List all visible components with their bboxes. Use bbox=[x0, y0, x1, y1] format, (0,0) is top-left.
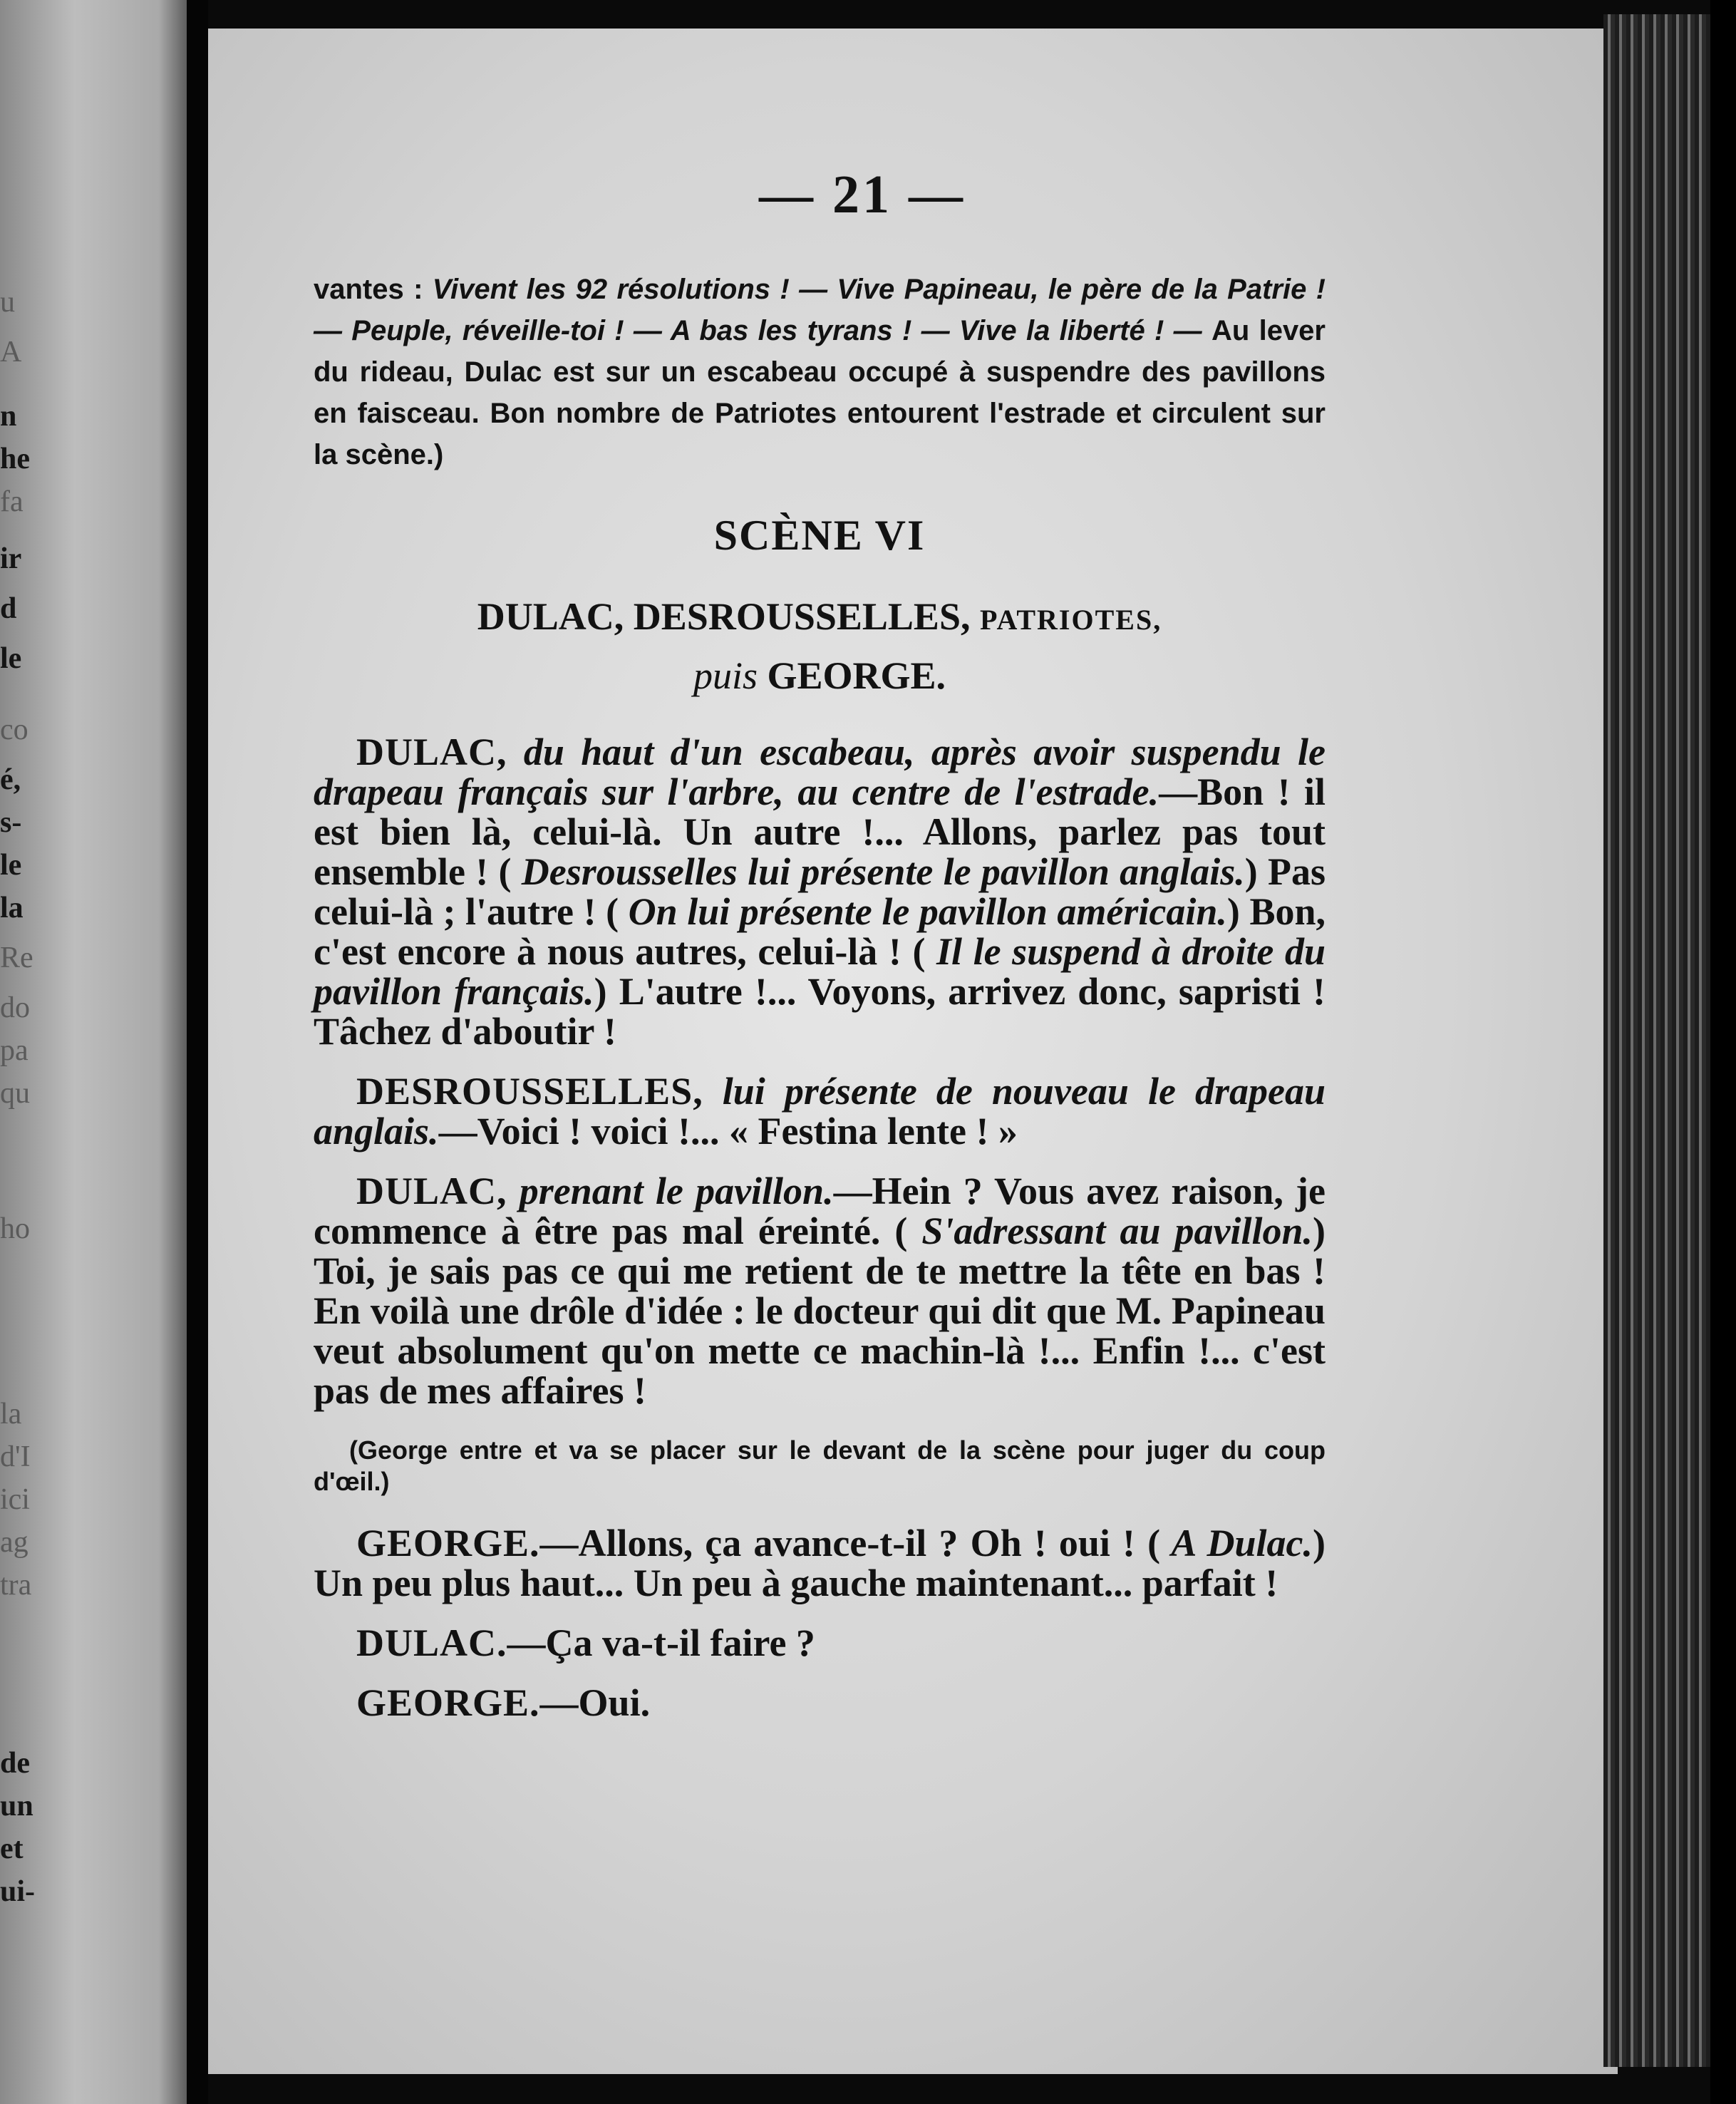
dialogue-text: vantes : bbox=[314, 274, 433, 305]
page-number: — 21 — bbox=[759, 165, 966, 225]
dialogue-text: —Allons, ça avance-t-il ? Oh ! oui ! ( bbox=[539, 1522, 1161, 1564]
scan-border bbox=[1710, 0, 1736, 2104]
left-page-text-fragments bbox=[0, 0, 187, 2104]
italic-direction: S'adressant au pavillon. bbox=[907, 1210, 1313, 1252]
speaker-name: GEORGE. bbox=[356, 1522, 540, 1564]
dialogue-text: —Bon ! il est bien là, celui-là. Un autre !... Allons, parlez pas tout ensemble ! ( bbox=[314, 770, 1326, 893]
dialogue-text: ) L'autre !... Voyons, arrivez donc, sapristi ! Tâchez d'aboutir ! bbox=[314, 970, 1326, 1053]
left-page-fragment: u bbox=[0, 286, 15, 319]
dialogue-text: ) Pas celui-là ; l'autre ! ( bbox=[314, 850, 1326, 933]
speech bbox=[314, 1071, 1326, 1151]
left-page-fragment: fa bbox=[0, 485, 24, 518]
italic-direction: A Dulac. bbox=[1160, 1522, 1313, 1564]
dialogue-text: —Voici ! voici !... « Festina lente ! » bbox=[438, 1110, 1018, 1152]
left-page-fragment: la bbox=[0, 892, 24, 924]
dialogue-section bbox=[314, 732, 1326, 1411]
left-page-fragment: é, bbox=[0, 763, 21, 796]
speaker-name: DULAC. bbox=[356, 1621, 507, 1664]
speaker-name: DULAC, bbox=[356, 731, 507, 773]
left-page-fragment: la bbox=[0, 1398, 22, 1430]
dialogue-text: —Oui. bbox=[539, 1681, 651, 1724]
characters-then: puis bbox=[693, 654, 758, 697]
left-page-fragment: ho bbox=[0, 1212, 30, 1245]
italic-direction: On lui présente le pavillon américain. bbox=[619, 890, 1227, 933]
scene-title: SCÈNE VI bbox=[713, 512, 926, 559]
characters-main: DULAC, DESROUSSELLES, bbox=[477, 595, 971, 638]
page-text-block bbox=[314, 164, 1326, 1743]
italic-direction: Desrousselles lui présente le pavillon anglais. bbox=[511, 850, 1245, 893]
left-page-fragment: he bbox=[0, 443, 30, 475]
left-page-fragment: ag bbox=[0, 1526, 29, 1559]
italic-direction: du haut d'un escabeau, après avoir suspendu le drapeau français sur l'arbre, au centre de l'estrade. bbox=[314, 731, 1326, 813]
left-page-fragment: pa bbox=[0, 1034, 29, 1067]
speech bbox=[314, 1623, 1326, 1663]
left-page-fragment: d bbox=[0, 592, 17, 625]
left-page-fragment: tra bbox=[0, 1569, 32, 1602]
left-page-fragment: do bbox=[0, 991, 30, 1024]
left-page-fragment: et bbox=[0, 1832, 24, 1865]
dialogue-text: —Ça va-t-il faire ? bbox=[507, 1621, 815, 1664]
speech bbox=[314, 1171, 1326, 1411]
dialogue-section-2 bbox=[314, 1523, 1326, 1723]
characters-george: GEORGE. bbox=[767, 654, 946, 697]
italic-direction: Vivent les 92 résolutions ! — Vive Papineau, le père de la Patrie ! — Peuple, réveille-toi ! — A bas les tyrans ! — Vive la liberté ! — bbox=[314, 274, 1326, 346]
left-page-fragment: ici bbox=[0, 1483, 30, 1516]
dialogue-text: ) Un peu plus haut... Un peu à gauche maintenant... parfait ! bbox=[314, 1522, 1326, 1604]
book-gutter bbox=[187, 0, 208, 2104]
character-list bbox=[314, 589, 1326, 703]
speech bbox=[314, 1683, 1326, 1723]
left-page-fragment: ir bbox=[0, 542, 22, 575]
dialogue-text: ) Bon, c'est encore à nous autres, celui-là ! ( bbox=[314, 890, 1326, 973]
italic-direction: Il le suspend à droite du pavillon français. bbox=[314, 930, 1326, 1013]
left-page-fragment: s- bbox=[0, 806, 22, 839]
left-page-fragment: un bbox=[0, 1790, 33, 1822]
opening-stage-direction bbox=[314, 269, 1326, 475]
left-page-fragment: de bbox=[0, 1747, 30, 1780]
speaker-name: DESROUSSELLES, bbox=[356, 1070, 703, 1113]
page-edges bbox=[1603, 14, 1710, 2067]
speaker-name: DULAC, bbox=[356, 1170, 507, 1212]
left-page-fragment: le bbox=[0, 849, 22, 882]
left-page-fragment: qu bbox=[0, 1077, 30, 1110]
dialogue-text: —Hein ? Vous avez raison, je commence à être pas mal éreinté. ( bbox=[314, 1170, 1326, 1252]
stage-direction: (George entre et va se placer sur le devant de la scène pour juger du coup d'œil.) bbox=[314, 1435, 1326, 1496]
left-page-fragment: co bbox=[0, 713, 29, 746]
speaker-name: GEORGE. bbox=[356, 1681, 540, 1724]
italic-direction: lui présente de nouveau le drapeau anglais. bbox=[314, 1070, 1326, 1152]
dialogue-text: ) Toi, je sais pas ce qui me retient de te mettre la tête en bas ! En voilà une drôle d'idée : le docteur qui dit que M. Papineau veut absolument qu'on mette ce machin-là !... Enfin !... c'est pas de mes affaires ! bbox=[314, 1210, 1326, 1412]
left-page-fragment: Re bbox=[0, 942, 33, 974]
left-facing-page bbox=[0, 0, 187, 2104]
italic-direction: prenant le pavillon. bbox=[507, 1170, 834, 1212]
left-page-fragment: n bbox=[0, 400, 17, 433]
left-page-fragment: le bbox=[0, 642, 22, 675]
speech bbox=[314, 1523, 1326, 1603]
dialogue-text: Au lever du rideau, Dulac est sur un escabeau occupé à suspendre des pavillons en faisceau. Bon nombre de Patriotes entourent l'estrade et circulent sur la scène.) bbox=[314, 315, 1326, 470]
left-page-fragment: d'I bbox=[0, 1440, 31, 1473]
left-page-fragment: A bbox=[0, 336, 22, 368]
speech bbox=[314, 732, 1326, 1051]
characters-patriotes: PATRIOTES, bbox=[979, 604, 1162, 636]
left-page-fragment: ui- bbox=[0, 1875, 36, 1908]
